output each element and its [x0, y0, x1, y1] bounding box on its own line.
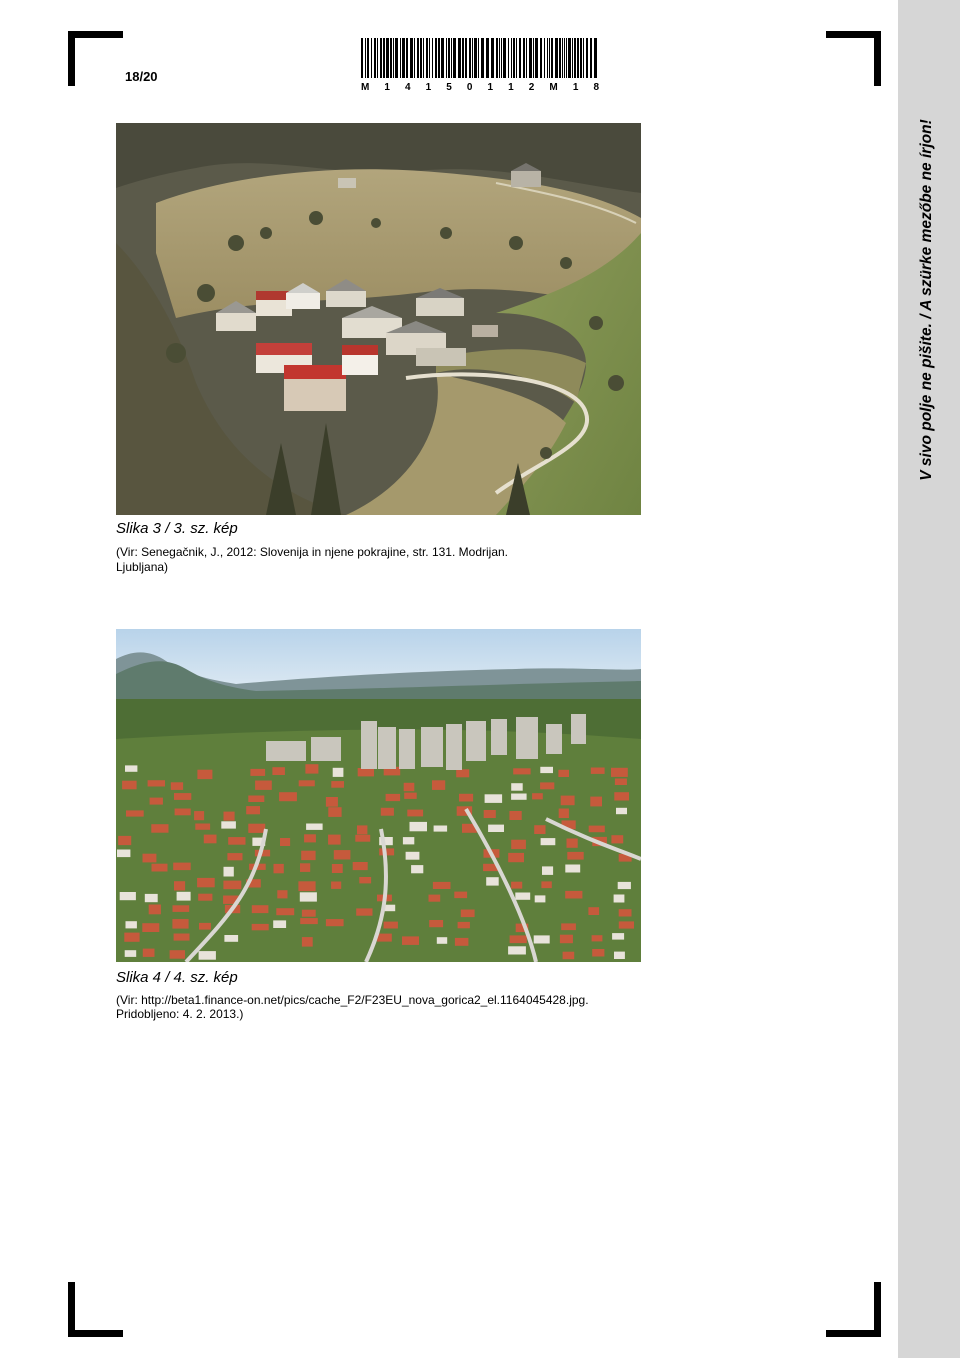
house-roof — [404, 793, 417, 799]
house-roof — [355, 835, 370, 842]
house-roof — [331, 781, 344, 788]
house-roof — [273, 920, 286, 928]
barcode-bar — [432, 38, 433, 78]
house-roof — [248, 824, 265, 833]
house-roof — [508, 946, 526, 954]
barcode-bar — [529, 38, 532, 78]
barcode-digit: 4 — [405, 82, 411, 93]
barcode-bar — [400, 38, 401, 78]
house-roof — [117, 850, 130, 858]
house-roof — [143, 949, 155, 957]
barcode-bar — [526, 38, 527, 78]
house-roof — [357, 825, 367, 834]
barcode-bar — [383, 38, 385, 78]
house-roof — [204, 835, 217, 844]
house-roof — [513, 768, 530, 774]
barcode-digit: 5 — [446, 82, 452, 93]
house-roof — [592, 935, 603, 941]
barcode-bar — [516, 38, 517, 78]
house-roof — [223, 881, 241, 890]
house-roof — [456, 769, 469, 777]
barcode-bar — [377, 38, 378, 78]
barcode-bar — [572, 38, 573, 78]
figure-4-caption: Slika 4 / 4. sz. kép — [116, 969, 238, 986]
barcode-bar — [441, 38, 444, 78]
house-roof — [124, 933, 139, 942]
barcode-bar — [511, 38, 512, 78]
house-roof — [118, 836, 131, 845]
barcode-bar — [435, 38, 437, 78]
house-roof — [272, 767, 285, 775]
house-roof — [151, 824, 168, 833]
figure-3-source-line-2: Ljubljana) — [116, 560, 169, 574]
house-roof — [616, 808, 627, 814]
barcode-bar — [533, 38, 534, 78]
house-roof — [434, 826, 448, 832]
house-roof — [126, 921, 137, 928]
barcode-bar — [508, 38, 509, 78]
house-roof — [143, 854, 157, 863]
barcode-bar — [566, 38, 567, 78]
barcode-bar — [374, 38, 376, 78]
barcode-digit: M — [549, 82, 558, 93]
house-roof — [488, 825, 504, 832]
figure-3-caption: Slika 3 / 3. sz. kép — [116, 520, 238, 537]
house-roof — [454, 892, 467, 899]
house-roof — [509, 811, 521, 820]
house-roof — [305, 764, 318, 773]
house-roof — [615, 779, 627, 786]
house-roof — [611, 768, 628, 777]
house-roof — [567, 839, 578, 848]
house-roof — [353, 862, 368, 870]
barcode-bar — [499, 38, 500, 78]
house-roof — [619, 909, 632, 916]
house-roof — [255, 781, 272, 790]
house-roof — [565, 891, 582, 899]
barcode-bar — [549, 38, 550, 78]
house-roof — [149, 905, 161, 915]
house-roof — [302, 910, 316, 917]
house-roof — [541, 838, 556, 845]
house-roof — [227, 853, 242, 860]
house-roof — [534, 825, 545, 834]
registration-mark-top-right — [826, 31, 881, 86]
house-roof — [331, 882, 341, 889]
house-roof — [381, 808, 394, 816]
house-roof — [402, 936, 419, 945]
house-roof — [334, 850, 351, 859]
house-roof — [224, 812, 235, 821]
house-roof — [588, 907, 599, 915]
house-roof — [535, 895, 546, 902]
barcode-bar — [547, 38, 548, 78]
house-roof — [508, 853, 524, 862]
house-roof — [540, 782, 554, 789]
house-roof — [120, 892, 136, 900]
house-roof — [298, 881, 315, 891]
house-roof — [224, 867, 234, 877]
house-roof — [301, 851, 315, 860]
house-roof — [274, 864, 284, 873]
barcode-bar — [446, 38, 447, 78]
house-roof — [558, 770, 569, 777]
barcode-bar — [586, 38, 588, 78]
house-roof — [174, 881, 185, 890]
house-roof — [542, 866, 553, 875]
house-roof — [459, 794, 473, 802]
barcode-digit: 0 — [466, 82, 473, 93]
house-roof — [560, 935, 573, 944]
barcode-bar — [458, 38, 461, 78]
house-roof — [300, 892, 317, 901]
barcode-digit: 1 — [487, 82, 494, 93]
barcode-bar — [365, 38, 366, 78]
barcode-bar — [453, 38, 456, 78]
barcode-bar — [540, 38, 542, 78]
registration-mark-bottom-right — [826, 1282, 881, 1337]
house-roof — [122, 781, 137, 790]
house-roof — [252, 905, 269, 913]
barcode-bar — [535, 38, 538, 78]
barcode-bar — [513, 38, 515, 78]
house-roof — [614, 895, 625, 903]
side-notice: V sivo polje ne pišite. / A szürke mezőbe ne írjon! — [918, 119, 935, 481]
house-roof — [589, 826, 605, 833]
house-roof — [611, 835, 623, 843]
barcode-bar — [414, 38, 415, 78]
house-roof — [511, 794, 526, 800]
house-roof — [411, 865, 423, 873]
house-roof — [403, 837, 414, 844]
barcode-digit: 1 — [384, 82, 390, 93]
house-roof — [484, 810, 496, 818]
house-roof — [250, 769, 265, 776]
barcode-bar — [491, 38, 494, 78]
house-roof — [511, 783, 523, 791]
house-roof — [199, 951, 216, 960]
house-roof — [407, 810, 423, 817]
house-roof — [194, 811, 204, 820]
house-roof — [326, 919, 344, 926]
house-roof — [125, 950, 137, 957]
house-roof — [563, 952, 575, 960]
house-roof — [248, 796, 264, 803]
house-roof — [224, 935, 238, 942]
house-roof — [437, 937, 447, 944]
house-roof — [252, 924, 269, 930]
barcode-bar — [361, 38, 363, 78]
house-roof — [152, 864, 168, 872]
town-aerial-photo — [116, 629, 641, 962]
barcode-digit: 1 — [572, 82, 579, 93]
barcode-bar — [590, 38, 592, 78]
house-roof — [174, 793, 191, 800]
house-roof — [172, 919, 188, 929]
house-roof — [432, 780, 445, 790]
barcode-bar — [519, 38, 521, 78]
barcode-digit: 8 — [593, 82, 599, 93]
barcode-bar — [465, 38, 467, 78]
house-roof — [619, 921, 634, 928]
barcode-bar — [426, 38, 428, 78]
house-roof — [173, 905, 190, 912]
barcode-bar — [583, 38, 584, 78]
figure-4-source-line-1: (Vir: http://beta1.finance-on.net/pics/cache_F2/F23EU_nova_gorica2_el.1164045428.jpg. — [116, 993, 589, 1007]
house-roof — [280, 838, 290, 846]
house-roof — [142, 923, 159, 932]
barcode-bar — [451, 38, 452, 78]
house-roof — [567, 852, 583, 860]
house-roof — [511, 840, 526, 849]
house-roof — [174, 934, 190, 941]
barcode-bar — [478, 38, 479, 78]
house-roof — [404, 783, 415, 791]
barcode-bar — [393, 38, 394, 78]
house-roof — [302, 937, 313, 947]
house-roof — [359, 877, 371, 883]
barcode-bar — [386, 38, 389, 78]
house-roof — [461, 910, 475, 918]
house-roof — [177, 892, 191, 901]
house-roof — [485, 794, 503, 803]
house-roof — [592, 949, 604, 957]
house-roof — [333, 768, 344, 777]
house-roof — [429, 920, 443, 927]
house-roof — [541, 881, 551, 888]
house-roof — [406, 852, 420, 860]
barcode-bar — [481, 38, 484, 78]
house-roof — [561, 923, 576, 930]
house-roof — [170, 950, 185, 959]
barcode-bar — [551, 38, 553, 78]
barcode-bar — [564, 38, 565, 78]
house-roof — [328, 835, 341, 845]
house-roof — [486, 877, 499, 885]
barcode-bar — [380, 38, 382, 78]
house-roof — [197, 878, 215, 887]
barcode-bar — [402, 38, 405, 78]
page-number: 18/20 — [125, 69, 158, 84]
barcode-bar — [469, 38, 471, 78]
house-roof — [221, 821, 236, 828]
house-roof — [145, 894, 158, 902]
house-roof — [175, 809, 191, 816]
registration-mark-top-left — [68, 31, 123, 86]
house-roof — [455, 938, 469, 946]
house-roof — [171, 782, 183, 790]
house-roof — [199, 923, 211, 930]
village-photo — [116, 123, 641, 515]
barcode-digit: 1 — [508, 82, 514, 93]
house-roof — [429, 895, 441, 902]
barcode-bar — [410, 38, 413, 78]
barcode-bar — [486, 38, 489, 78]
barcode-bar — [496, 38, 498, 78]
house-roof — [276, 908, 294, 915]
barcode-bar — [448, 38, 450, 78]
house-roof — [433, 882, 451, 889]
house-roof — [384, 922, 398, 929]
house-roof — [197, 770, 212, 779]
house-roof — [458, 922, 470, 928]
barcode-bar — [429, 38, 430, 78]
barcode-bar — [580, 38, 582, 78]
house-roof — [326, 797, 338, 807]
house-roof — [198, 894, 212, 901]
barcode-bar — [577, 38, 579, 78]
barcode-bar — [503, 38, 506, 78]
barcode-bar — [555, 38, 558, 78]
barcode-bar — [474, 38, 477, 78]
barcode-bar — [594, 38, 597, 78]
house-roof — [126, 810, 144, 816]
house-roof — [612, 933, 624, 940]
house-roof — [515, 893, 530, 900]
house-roof — [300, 918, 318, 924]
house-roof — [195, 824, 210, 830]
barcode-bar — [472, 38, 473, 78]
house-roof — [304, 834, 316, 842]
house-roof — [279, 792, 297, 801]
barcode-bar — [423, 38, 424, 78]
barcode-bar — [568, 38, 571, 78]
house-roof — [328, 807, 341, 817]
figure-4-source-line-2: Pridobljeno: 4. 2. 2013.) — [116, 1007, 244, 1021]
house-roof — [377, 934, 392, 942]
barcode-bar — [523, 38, 525, 78]
house-roof — [246, 806, 260, 814]
house-roof — [614, 792, 629, 800]
barcode-bar — [417, 38, 419, 78]
barcode-bar — [544, 38, 545, 78]
figure-3-source-line-1: (Vir: Senegačnik, J., 2012: Slovenija in njene pokrajine, str. 131. Modrijan. — [116, 545, 509, 559]
registration-mark-bottom-left — [68, 1282, 123, 1337]
house-roof — [386, 794, 401, 801]
house-roof — [173, 863, 191, 871]
house-roof — [277, 890, 287, 898]
barcode-bar — [395, 38, 398, 78]
barcode-digit: 1 — [425, 82, 432, 93]
house-roof — [148, 780, 165, 786]
house-roof — [356, 908, 372, 915]
house-roof — [590, 797, 602, 807]
barcode-bar — [367, 38, 369, 78]
house-roof — [591, 768, 605, 774]
house-roof — [410, 822, 428, 831]
barcode-bar — [462, 38, 464, 78]
barcode-bar — [390, 38, 392, 78]
house-roof — [125, 765, 137, 771]
house-roof — [150, 798, 163, 805]
barcode-digit: 2 — [528, 82, 535, 93]
barcode-bar — [501, 38, 502, 78]
house-roof — [299, 780, 315, 786]
house-roof — [300, 863, 310, 872]
house-roof — [510, 935, 527, 943]
barcode-bar — [420, 38, 422, 78]
house-roof — [618, 882, 631, 889]
house-roof — [540, 767, 553, 773]
house-roof — [228, 837, 245, 845]
barcode-bar — [438, 38, 440, 78]
barcode — [361, 38, 599, 78]
barcode-bar — [406, 38, 408, 78]
house-roof — [614, 952, 625, 959]
house-roof — [532, 793, 543, 799]
house-roof — [511, 882, 522, 889]
house-roof — [358, 768, 374, 776]
barcode-bar — [562, 38, 563, 78]
house-roof — [306, 824, 323, 830]
barcode-bar — [559, 38, 561, 78]
house-roof — [561, 796, 575, 806]
house-roof — [534, 935, 550, 943]
barcode-bar — [574, 38, 576, 78]
house-roof — [565, 865, 580, 873]
house-roof — [332, 864, 343, 873]
barcode-digits — [361, 82, 599, 93]
barcode-digit: M — [361, 82, 370, 93]
barcode-bar — [371, 38, 372, 78]
house-roof — [559, 809, 569, 819]
